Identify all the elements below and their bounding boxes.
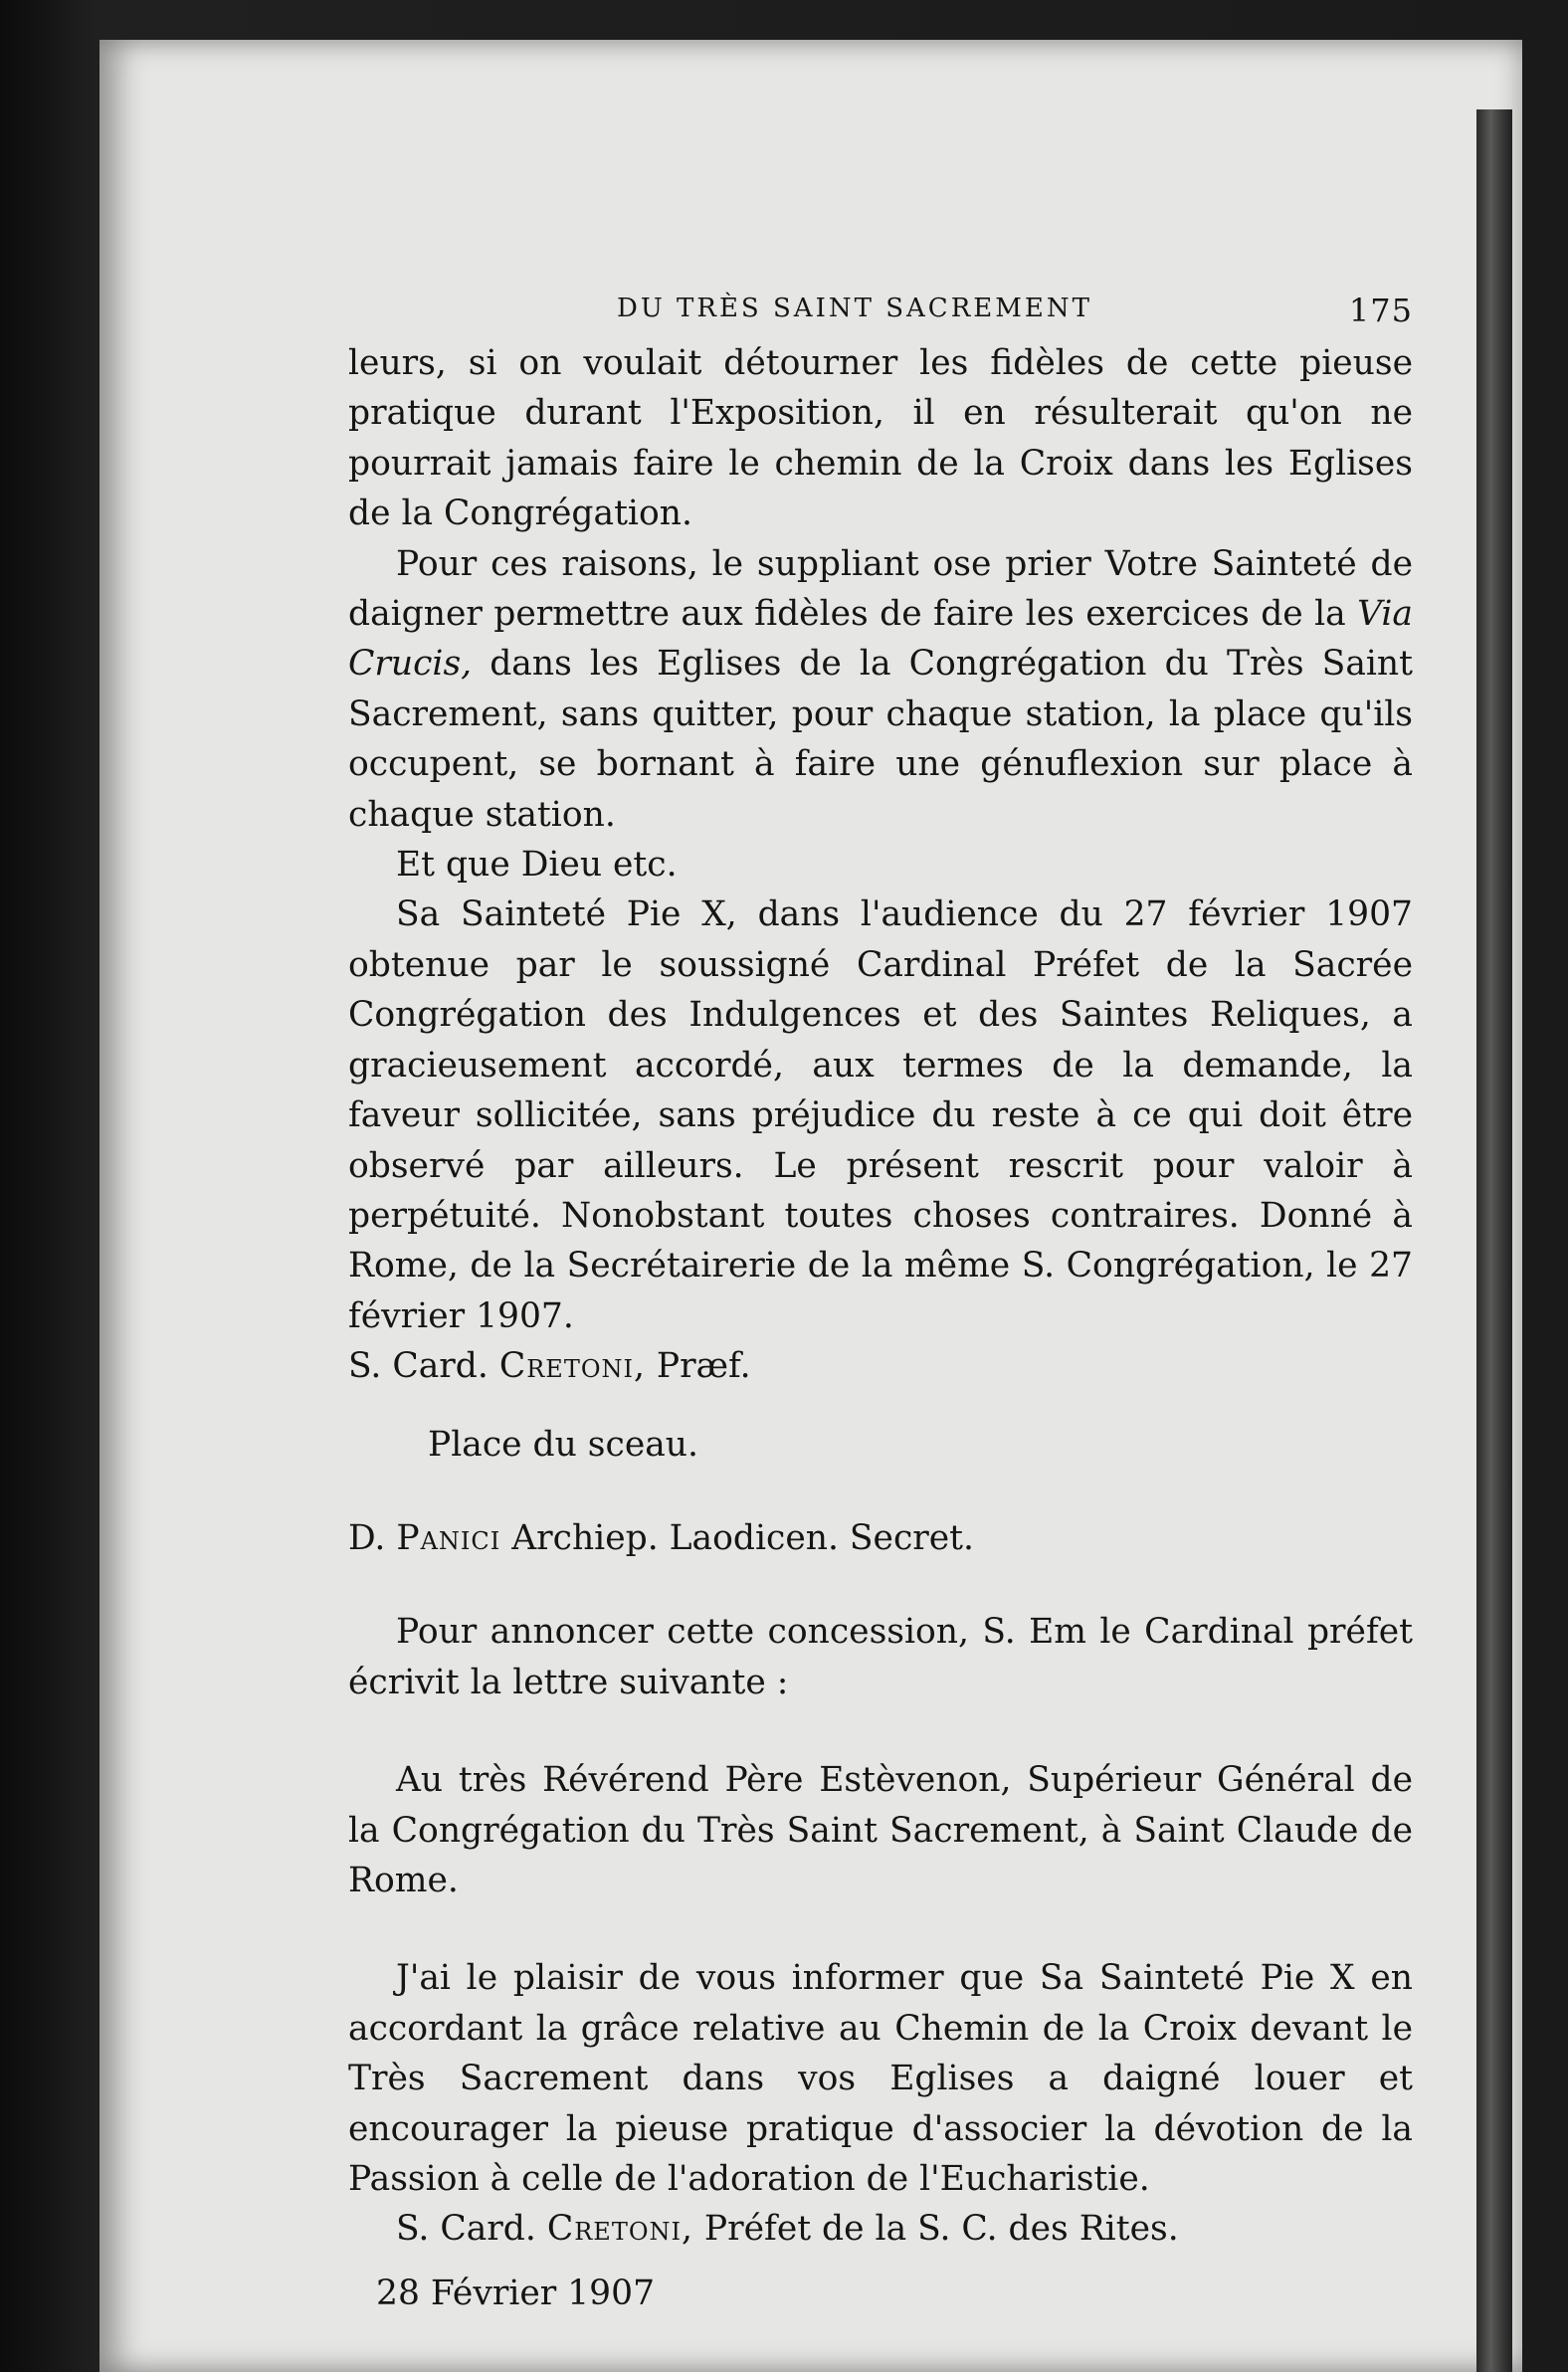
signature-cretoni-letter-prefix: S. Card. [396, 2209, 536, 2250]
paragraph-request-part1: Pour ces raisons, le suppliant ose prier Votre Sainteté de daigner permettre aux fidèles de faire les exercices de la [348, 543, 1413, 635]
book-page [99, 40, 1522, 2372]
paragraph-letter-body: J'ai le plaisir de vous informer que Sa Sainteté Pie X en accordant la grâce relative au Chemin de la Croix devant le Très Sacrement dans vos Eglises a daigné louer et encourager la pieuse pratique d'associer la dévotion de la Passion à celle de l'adoration de l'Eucharistie. [348, 1958, 1413, 2199]
signature-panici [348, 1513, 1413, 1563]
signature-cretoni-prefix: S. Card. [348, 1346, 489, 1387]
running-head [348, 279, 1413, 338]
signature-cretoni [348, 1341, 1413, 1391]
via-crucis-italic: Via Crucis, [348, 594, 1413, 685]
paragraph-request [348, 539, 1413, 840]
page-stack-edge [1476, 109, 1512, 2372]
letter-date: 28 Février 1907 [376, 2273, 656, 2313]
paragraph-announcement: Pour annoncer cette concession, S. Em le Cardinal préfet écrivit la lettre suivante : [348, 1612, 1413, 1702]
seal-placeholder: Place du sceau. [428, 1424, 698, 1465]
signature-cretoni-letter-title: Préfet de la S. C. des Rites. [703, 2209, 1179, 2250]
page-number: 175 [1348, 292, 1413, 329]
signature-panici-prefix: D. [348, 1517, 386, 1558]
running-head-title: DU TRÈS SAINT SACREMENT [617, 294, 1092, 323]
signature-cretoni-letter [348, 2204, 1413, 2254]
paragraph-continuation: leurs, si on voulait détourner les fidèles de cette pieuse pratique durant l'Exposition, il en résulterait qu'on ne pourrait jamais faire le chemin de la Croix dans les Eglises de la Congrégation. [348, 343, 1413, 534]
signature-panici-title: Archiep. Laodicen. Secret. [511, 1517, 975, 1558]
paragraph-rescript: Sa Sainteté Pie X, dans l'audience du 27 février 1907 obtenue par le soussigné Cardinal Préfet de la Sacrée Congrégation des Indulgences et des Saintes Reliques, a gracieusement accordé, aux termes de la demande, la faveur sollicitée, sans préjudice du reste à ce qui doit être observé par ailleurs. Le présent rescrit pour valoir à perpétuité. Nonobstant toutes choses contraires. Donné à Rome, de la Secrétairerie de la même S. Congrégation, le 27 février 1907. [348, 894, 1413, 1336]
paragraph-closing-formula: Et que Dieu etc. [396, 845, 678, 886]
signature-cretoni-letter-name: Cretoni, [546, 2209, 693, 2250]
paragraph-request-part2: dans les Eglises de la Congrégation du Très Saint Sacrement, sans quitter, pour chaque station, la place qu'ils occupent, se bornant à faire une génuflexion sur place à chaque station. [348, 644, 1413, 835]
page-content [348, 279, 1413, 2318]
signature-cretoni-title: Præf. [656, 1346, 751, 1387]
signature-cretoni-name: Cretoni, [498, 1346, 646, 1387]
paragraph-letter-address: Au très Révérend Père Estèvenon, Supérieur Général de la Congrégation du Très Saint Sacrement, à Saint Claude de Rome. [348, 1760, 1413, 1900]
signature-panici-name: Panici [396, 1517, 501, 1558]
